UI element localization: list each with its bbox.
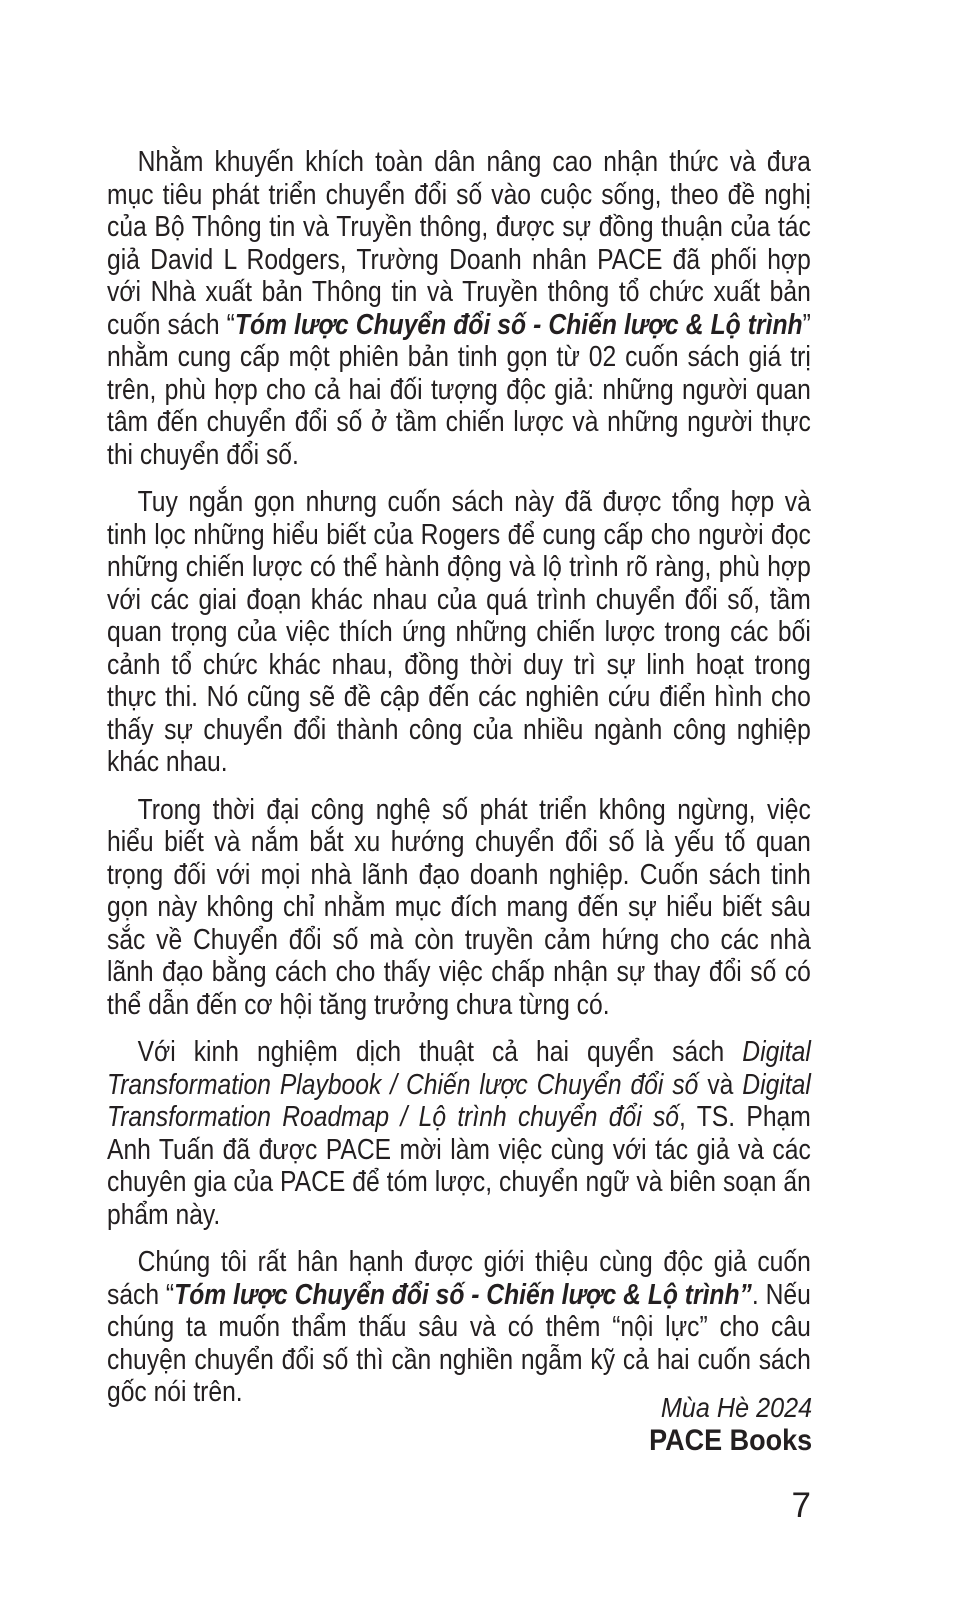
paragraph	[107, 794, 811, 1022]
signature-block	[649, 1392, 812, 1458]
text-segment: Trong thời đại công nghệ số phát triển không ngừng, việc hiểu biết và nắm bắt xu hướng chuyển đổi số là yếu tố quan trọng đối với mọi nhà lãnh đạo doanh nghiệp. Cuốn sách tinh gọn này không chỉ nhằm mục đích mang đến sự hiểu biết sâu sắc về Chuyển đổi số mà còn truyền cảm hứng cho các nhà lãnh đạo bằng cách cho thấy việc chấp nhận sự thay đổi số có thể dẫn đến cơ hội tăng trưởng chưa từng có.	[107, 793, 811, 1021]
paragraph	[107, 146, 811, 471]
paragraph	[107, 486, 811, 779]
paragraph	[107, 1246, 811, 1409]
text-segment: Digital Transformation Playbook / Chiến lược Chuyển đổi số	[107, 1036, 811, 1101]
text-segment: Tuy ngắn gọn nhưng cuốn sách này đã được tổng hợp và tinh lọc những hiểu biết của Rogers để cung cấp cho người đọc những chiến lược có thể hành động và lộ trình rõ ràng, phù hợp với các giai đoạn khác nhau của quá trình chuyển đổi số, tầm quan trọng của việc thích ứng những chiến lược trong các bối cảnh tổ chức khác nhau, đồng thời duy trì sự linh hoạt trong thực thi. Nó cũng sẽ đề cập đến các nghiên cứu điển hình cho thấy sự chuyển đổi thành công của nhiều ngành công nghiệp khác nhau.	[107, 486, 811, 778]
text-segment: Digital Transformation Roadmap / Lộ trình chuyển đổi số	[107, 1068, 811, 1133]
text-segment: Chúng tôi rất hân hạnh được giới thiệu cùng độc giả cuốn sách “	[107, 1246, 811, 1311]
text-segment: . Nếu chúng ta muốn thẩm thấu sâu và có thêm “nội lực” cho câu chuyện chuyển đổi số thì cần nghiền ngẫm kỹ cả hai cuốn sách gốc nói trên.	[107, 1278, 811, 1408]
body-text	[107, 146, 811, 1424]
signature-name: PACE Books	[648, 1424, 812, 1457]
signature-date: Mùa Hè 2024	[660, 1392, 812, 1423]
text-segment: Tóm lược Chuyển đổi số - Chiến lược & Lộ trình	[234, 308, 803, 341]
page-number: 7	[791, 1486, 811, 1525]
text-segment: Nhằm khuyến khích toàn dân nâng cao nhận thức và đưa mục tiêu phát triển chuyển đổi số vào cuộc sống, theo đề nghị của Bộ Thông tin và Truyền thông, được sự đồng thuận của tác giả David L Rodgers, Trường Doanh nhân PACE đã phối hợp với Nhà xuất bản Thông tin và Truyền thông tổ chức xuất bản cuốn sách “	[107, 146, 811, 341]
text-segment: ” nhằm cung cấp một phiên bản tinh gọn từ 02 cuốn sách giá trị trên, phù hợp cho cả hai đối tượng độc giả: những người quan tâm đến chuyển đổi số ở tầm chiến lược và những người thực thi chuyển đổi số.	[107, 308, 811, 471]
text-segment: Tóm lược Chuyển đổi số - Chiến lược & Lộ trình”	[174, 1278, 752, 1311]
text-segment: và	[698, 1068, 743, 1101]
text-segment: , TS. Phạm Anh Tuấn đã được PACE mời làm việc cùng với tác giả và các chuyên gia của PACE để tóm lược, chuyển ngữ và biên soạn ấn phẩm này.	[107, 1101, 811, 1231]
paragraph	[107, 1036, 811, 1231]
text-segment: Với kinh nghiệm dịch thuật cả hai quyển sách	[137, 1036, 743, 1068]
